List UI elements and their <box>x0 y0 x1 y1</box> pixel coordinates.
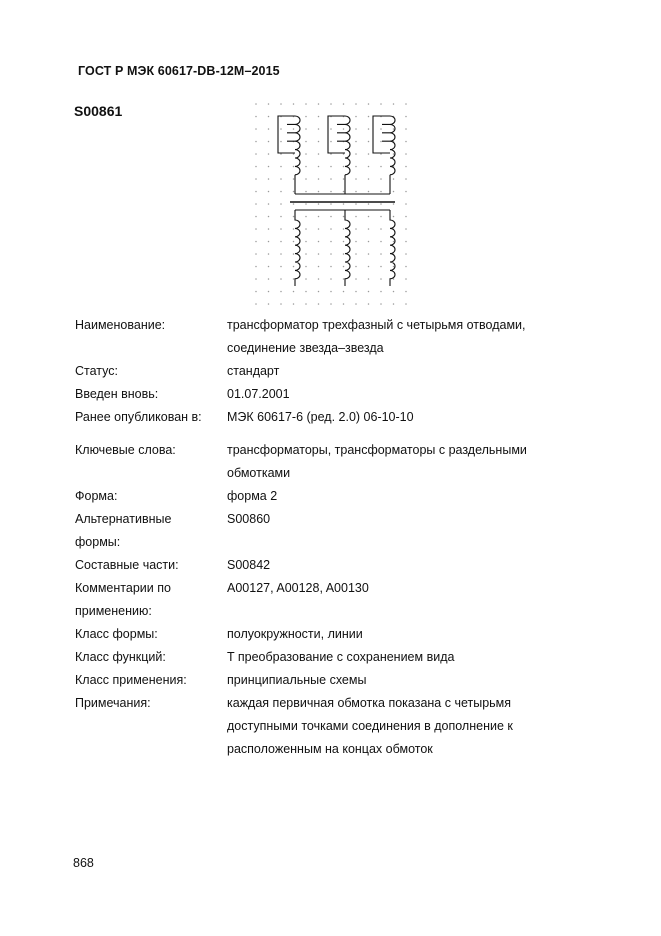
grid-dot <box>293 291 295 293</box>
grid-dot <box>355 303 357 305</box>
transformer-symbol <box>278 116 395 286</box>
prop-function-class <box>75 646 615 669</box>
grid-dot <box>268 203 270 205</box>
prop-previously-published <box>75 406 615 429</box>
prop-application-class <box>75 669 615 692</box>
grid-dot <box>293 203 295 205</box>
grid-dot <box>368 153 370 155</box>
grid-dot <box>255 103 257 105</box>
prop-value: A00127, A00128, A00130 <box>227 581 369 595</box>
grid-dot <box>405 253 407 255</box>
prop-application-notes <box>75 577 615 623</box>
grid-dot <box>293 303 295 305</box>
grid-dot <box>405 116 407 118</box>
grid-dot <box>280 266 282 268</box>
grid-dot <box>305 191 307 193</box>
grid-dot <box>280 216 282 218</box>
grid-dot <box>318 153 320 155</box>
grid-dot <box>318 266 320 268</box>
prop-label: Примечания: <box>75 696 151 710</box>
grid-dot <box>268 278 270 280</box>
grid-dot <box>255 216 257 218</box>
grid-dot <box>393 216 395 218</box>
grid-dot <box>380 253 382 255</box>
prop-label: Класс формы: <box>75 627 158 641</box>
grid-dot <box>318 191 320 193</box>
grid-dot <box>280 191 282 193</box>
prop-label: Статус: <box>75 364 118 378</box>
grid-dot <box>368 141 370 143</box>
grid-dot <box>343 228 345 230</box>
grid-dot <box>343 128 345 130</box>
grid-dot <box>405 303 407 305</box>
grid-dot <box>393 153 395 155</box>
grid-dot <box>268 266 270 268</box>
grid-dot <box>268 241 270 243</box>
grid-dot <box>268 228 270 230</box>
grid-dot <box>268 141 270 143</box>
grid-dot <box>280 303 282 305</box>
grid-dot <box>255 116 257 118</box>
grid-dot <box>405 103 407 105</box>
grid-dot <box>330 216 332 218</box>
grid-dot <box>405 278 407 280</box>
grid-dot <box>293 253 295 255</box>
prop-keywords <box>75 439 615 485</box>
grid-dot <box>280 228 282 230</box>
prop-status <box>75 360 615 383</box>
prop-value: трансформаторы, трансформаторы с раздельными обмотками <box>227 443 527 480</box>
grid-dot <box>380 241 382 243</box>
grid-dot <box>368 191 370 193</box>
prop-label: Класс применения: <box>75 673 187 687</box>
grid-dot <box>355 278 357 280</box>
grid-dot <box>380 266 382 268</box>
prop-value: полуокружности, линии <box>227 627 363 641</box>
grid-dot <box>368 291 370 293</box>
grid-dot <box>343 103 345 105</box>
grid-dot <box>405 153 407 155</box>
grid-dot <box>255 291 257 293</box>
grid-dot <box>380 141 382 143</box>
grid-dot <box>343 291 345 293</box>
grid-dot <box>343 216 345 218</box>
grid-dot <box>293 278 295 280</box>
grid-dot <box>318 253 320 255</box>
grid-dot <box>255 203 257 205</box>
grid-dot <box>293 128 295 130</box>
prop-label: Ранее опубликован в: <box>75 410 202 424</box>
grid-dot <box>268 253 270 255</box>
grid-dot <box>368 228 370 230</box>
prop-label: Составные части: <box>75 558 179 572</box>
grid-dot <box>255 241 257 243</box>
grid-dot <box>318 103 320 105</box>
grid-dot <box>268 166 270 168</box>
grid-dot <box>393 128 395 130</box>
prop-label: Форма: <box>75 489 118 503</box>
primary-winding-3 <box>373 116 395 194</box>
grid-dot <box>355 103 357 105</box>
properties-table <box>75 314 615 761</box>
grid-dot <box>380 178 382 180</box>
grid-dot <box>255 191 257 193</box>
grid-dot <box>330 278 332 280</box>
prop-value: каждая первичная обмотка показана с четырьмя доступными точками соединения в дополнение к расположенным на концах обмоток <box>227 696 513 756</box>
grid-dot <box>268 103 270 105</box>
grid-dot <box>380 103 382 105</box>
grid-dot <box>330 203 332 205</box>
primary-winding-2 <box>328 116 350 194</box>
grid-dot <box>343 303 345 305</box>
grid-dot <box>330 228 332 230</box>
grid-dot <box>380 191 382 193</box>
prop-form <box>75 485 615 508</box>
grid-dot <box>305 103 307 105</box>
grid-dot <box>405 216 407 218</box>
grid-dot <box>405 266 407 268</box>
grid-dot <box>355 178 357 180</box>
grid-dot <box>293 191 295 193</box>
prop-value: 01.07.2001 <box>227 387 290 401</box>
grid-dot <box>255 178 257 180</box>
grid-dot <box>405 128 407 130</box>
grid-dot <box>393 303 395 305</box>
grid-dot <box>393 191 395 193</box>
grid-dot <box>318 303 320 305</box>
grid-dot <box>293 228 295 230</box>
grid-dot <box>305 141 307 143</box>
prop-value: стандарт <box>227 364 280 378</box>
grid-dot <box>318 128 320 130</box>
prop-components <box>75 554 615 577</box>
symbol-id: S00861 <box>74 103 123 119</box>
grid-dot <box>305 278 307 280</box>
grid-dot <box>355 216 357 218</box>
prop-label: Комментарии по применению: <box>75 581 171 618</box>
grid-dot <box>318 241 320 243</box>
grid-dot <box>343 203 345 205</box>
grid-dot <box>330 178 332 180</box>
grid-dot <box>355 241 357 243</box>
prop-introduced <box>75 383 615 406</box>
grid-dot <box>330 303 332 305</box>
grid-dot <box>305 166 307 168</box>
grid-dot <box>368 166 370 168</box>
grid-dot <box>305 241 307 243</box>
prop-value: трансформатор трехфазный с четырьмя отводами, соединение звезда–звезда <box>227 318 526 355</box>
grid-dot <box>280 141 282 143</box>
grid-dot <box>368 278 370 280</box>
grid-dot <box>330 241 332 243</box>
grid-dot <box>355 253 357 255</box>
grid-dot <box>268 303 270 305</box>
grid-dot <box>355 228 357 230</box>
grid-dot <box>380 228 382 230</box>
grid-dot <box>355 266 357 268</box>
grid-dot <box>305 253 307 255</box>
grid-dot <box>368 203 370 205</box>
page-number: 868 <box>73 856 94 870</box>
grid-dot <box>293 166 295 168</box>
grid-dot <box>405 191 407 193</box>
grid-dot <box>318 166 320 168</box>
grid-dot <box>330 291 332 293</box>
grid-dot <box>405 141 407 143</box>
grid-dot <box>318 141 320 143</box>
transformer-diagram <box>250 100 420 310</box>
grid-dot <box>368 253 370 255</box>
grid-dot <box>293 216 295 218</box>
primary-winding-1 <box>278 116 300 194</box>
grid-dot <box>355 153 357 155</box>
grid-dot <box>330 141 332 143</box>
grid-dot <box>405 241 407 243</box>
prop-value: принципиальные схемы <box>227 673 367 687</box>
grid-dot <box>305 203 307 205</box>
prop-value: форма 2 <box>227 489 278 503</box>
grid-dot <box>318 228 320 230</box>
grid-dot <box>368 241 370 243</box>
grid-dot <box>280 278 282 280</box>
grid-dot <box>405 166 407 168</box>
grid-dot <box>368 103 370 105</box>
secondary-winding-1 <box>295 210 300 286</box>
grid-dot <box>268 291 270 293</box>
grid-dot <box>343 266 345 268</box>
grid-dot <box>393 291 395 293</box>
grid-dot <box>380 203 382 205</box>
grid-dot <box>268 153 270 155</box>
grid-dot <box>305 266 307 268</box>
grid-dot <box>280 291 282 293</box>
grid-dot <box>343 241 345 243</box>
grid-dot <box>305 128 307 130</box>
grid-dot <box>293 178 295 180</box>
grid-dot <box>280 178 282 180</box>
prop-label: Класс функций: <box>75 650 166 664</box>
grid-dot <box>368 116 370 118</box>
grid-dot <box>255 153 257 155</box>
prop-label: Введен вновь: <box>75 387 159 401</box>
grid-dot <box>405 203 407 205</box>
grid-dot <box>305 291 307 293</box>
grid-dot <box>305 216 307 218</box>
grid-dot <box>368 128 370 130</box>
prop-notes <box>75 692 615 761</box>
grid-dot <box>318 116 320 118</box>
grid-dot <box>355 141 357 143</box>
prop-value: T преобразование с сохранением вида <box>227 650 455 664</box>
grid-dot <box>268 178 270 180</box>
grid-dot <box>330 191 332 193</box>
grid-dot <box>280 166 282 168</box>
grid-dot <box>330 103 332 105</box>
grid-dot <box>355 166 357 168</box>
grid-dot <box>255 166 257 168</box>
grid-dot <box>368 178 370 180</box>
secondary-winding-3 <box>390 210 395 286</box>
grid-dot <box>355 191 357 193</box>
prop-label: Ключевые слова: <box>75 443 176 457</box>
grid-dot <box>380 291 382 293</box>
grid-dot <box>393 103 395 105</box>
grid-dot <box>255 128 257 130</box>
prop-value: S00860 <box>227 512 271 526</box>
grid-dot <box>305 303 307 305</box>
grid-dot <box>255 266 257 268</box>
grid-dot <box>405 228 407 230</box>
grid-dot <box>293 103 295 105</box>
grid-dot <box>305 153 307 155</box>
prop-label: Альтернативные формы: <box>75 512 172 549</box>
grid-dot <box>318 178 320 180</box>
grid-dot <box>280 253 282 255</box>
grid-dot <box>268 128 270 130</box>
grid-dot <box>255 228 257 230</box>
prop-alternative-forms <box>75 508 615 554</box>
grid-dot <box>380 166 382 168</box>
grid-dot <box>405 178 407 180</box>
grid-dot <box>280 241 282 243</box>
grid-dot <box>393 203 395 205</box>
grid-dot <box>330 128 332 130</box>
grid-dot <box>293 241 295 243</box>
grid-dot <box>330 253 332 255</box>
grid-dot <box>343 166 345 168</box>
grid-dot <box>330 166 332 168</box>
grid-dot <box>368 266 370 268</box>
grid-dot <box>380 303 382 305</box>
grid-dot <box>380 278 382 280</box>
grid-dot <box>293 266 295 268</box>
grid-dot <box>393 266 395 268</box>
grid-dot <box>268 191 270 193</box>
grid-dot <box>305 178 307 180</box>
document-header: ГОСТ Р МЭК 60617-DB-12M–2015 <box>78 64 280 78</box>
grid-dot <box>355 203 357 205</box>
grid-dot <box>368 303 370 305</box>
grid-dot <box>393 241 395 243</box>
grid-dot <box>280 203 282 205</box>
prop-value: S00842 <box>227 558 271 572</box>
grid-dot <box>330 266 332 268</box>
grid-dot <box>318 216 320 218</box>
grid-dot <box>380 128 382 130</box>
grid-dot <box>355 291 357 293</box>
grid-dot <box>355 116 357 118</box>
prop-value: МЭК 60617-6 (ред. 2.0) 06-10-10 <box>227 410 414 424</box>
grid-dot <box>280 103 282 105</box>
grid-dot <box>280 128 282 130</box>
prop-label: Наименование: <box>75 318 166 332</box>
grid-dot <box>305 116 307 118</box>
grid-dot <box>355 128 357 130</box>
grid-dot <box>318 278 320 280</box>
secondary-winding-2 <box>345 210 350 286</box>
grid-dot <box>268 216 270 218</box>
grid-dot <box>343 191 345 193</box>
grid-dot <box>268 116 270 118</box>
grid-dot <box>343 178 345 180</box>
prop-name <box>75 314 615 360</box>
grid-dot <box>305 228 307 230</box>
grid-dot <box>318 203 320 205</box>
grid-dot <box>343 253 345 255</box>
prop-shape-class <box>75 623 615 646</box>
grid-dot <box>380 216 382 218</box>
grid-dot <box>255 303 257 305</box>
grid-dot <box>255 253 257 255</box>
grid-dot <box>255 141 257 143</box>
grid-dot <box>405 291 407 293</box>
grid-dot <box>368 216 370 218</box>
grid-dot <box>393 178 395 180</box>
grid-dot <box>343 278 345 280</box>
grid-dot <box>255 278 257 280</box>
grid-dot <box>318 291 320 293</box>
